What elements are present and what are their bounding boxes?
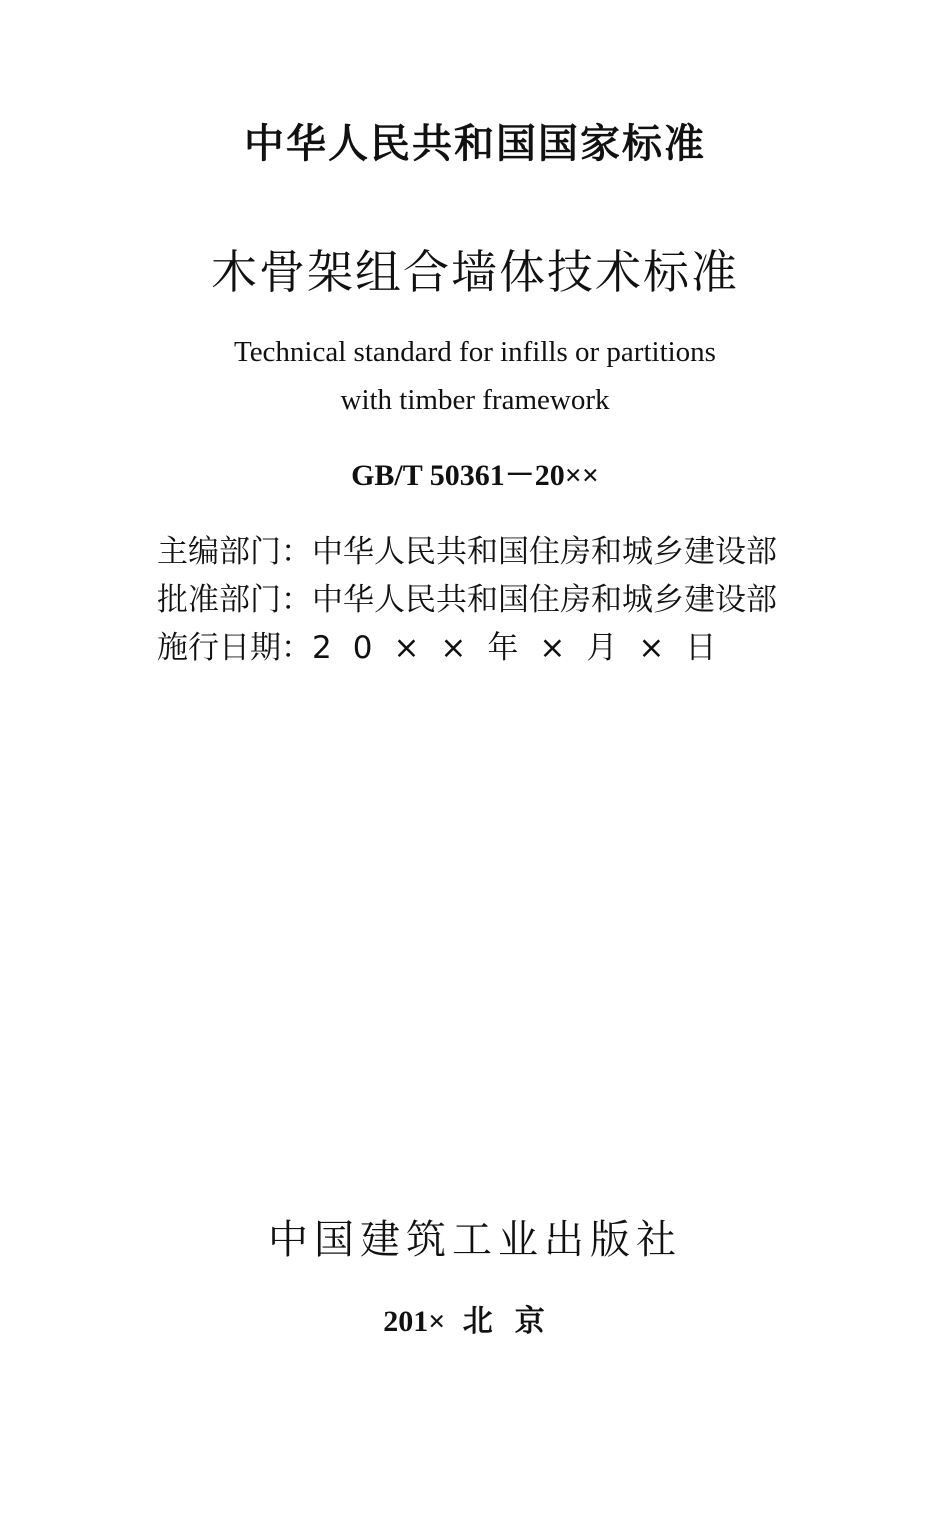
effective-date-label: 施行日期： [157, 630, 312, 666]
approver-department-label: 批准部门： [157, 582, 312, 618]
effective-date-value: 20××年×月×日 [312, 630, 738, 666]
standard-code: GB/T 50361－20×× [351, 459, 599, 492]
editor-department-label: 主编部门： [157, 534, 312, 570]
publication-city: 北京 [462, 1305, 567, 1338]
standard-title-english [0, 328, 950, 424]
title-en-line-1: Technical standard for infills or partitions [234, 336, 716, 368]
publication-year: 201× [383, 1305, 446, 1338]
approver-department-value: 中华人民共和国住房和城乡建设部 [312, 582, 777, 618]
standard-title-chinese: 木骨架组合墙体技术标准 [211, 245, 739, 299]
editor-department-row [157, 526, 797, 571]
effective-date-row [157, 622, 797, 667]
editor-department-value: 中华人民共和国住房和城乡建设部 [312, 534, 777, 570]
title-en-line-2: with timber framework [340, 384, 610, 416]
publisher-name: 中国建筑工业出版社 [268, 1217, 682, 1263]
publication-line [0, 1296, 950, 1340]
approver-department-row [157, 574, 797, 619]
national-standard-heading: 中华人民共和国国家标准 [244, 121, 706, 167]
